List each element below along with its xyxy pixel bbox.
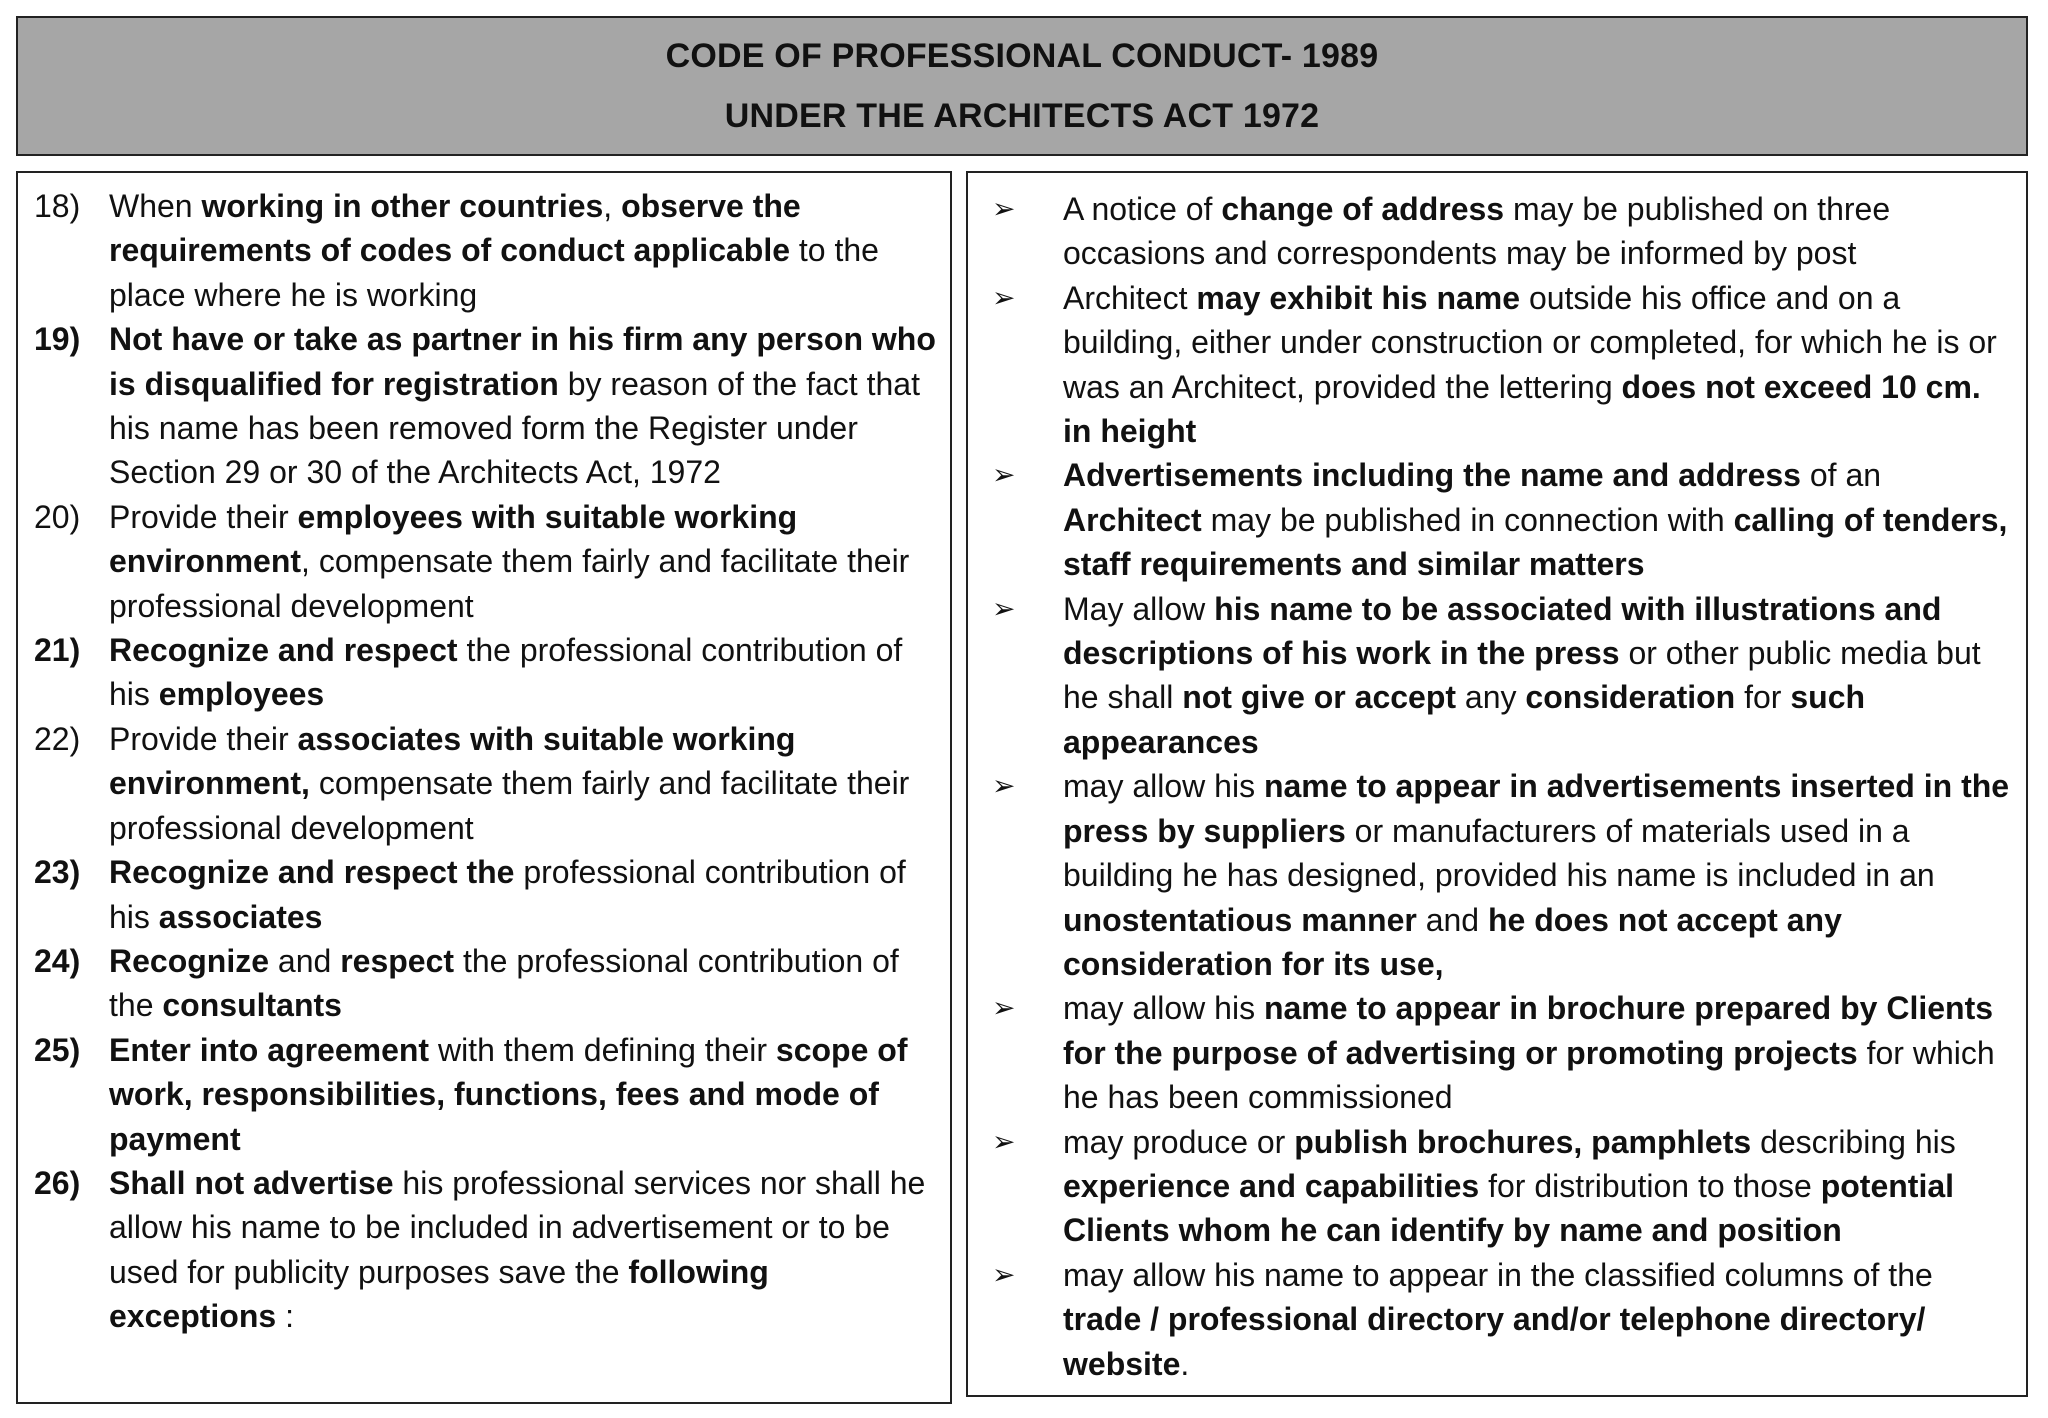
text-segment: for distribution to those — [1479, 1167, 1821, 1204]
bold-text-segment: working in other countries — [201, 188, 604, 224]
bold-text-segment: respect — [340, 942, 455, 979]
exception-text — [1063, 986, 2016, 1119]
arrow-bullet-icon: ➢ — [992, 770, 1016, 802]
text-segment: : — [276, 1298, 294, 1335]
bold-text-segment: Shall not advertise — [109, 1164, 394, 1201]
rule-item — [34, 717, 940, 850]
bold-text-segment: not give or accept — [1182, 679, 1457, 716]
bold-text-segment: scope of work, responsibilities, functions, fees and mode of payment — [109, 1031, 908, 1157]
rule-text — [109, 495, 940, 628]
exception-item — [990, 276, 2016, 454]
arrow-bullet-icon: ➢ — [992, 1125, 1016, 1157]
text-segment: Provide their — [109, 498, 298, 535]
exception-text — [1063, 1120, 2016, 1253]
text-segment: may produce or — [1063, 1123, 1295, 1160]
bold-text-segment: calling of tenders, staff requirements and similar matters — [1063, 501, 2008, 583]
rule-text — [109, 850, 940, 939]
text-segment: , compensate them fairly and facilitate their professional development — [109, 543, 910, 624]
bold-text-segment: trade / professional directory and/or telephone directory/ website — [1063, 1301, 1926, 1382]
bold-text-segment: unostentatious manner — [1063, 901, 1417, 938]
bold-text-segment: associates — [158, 898, 323, 935]
rule-number: 20) — [34, 498, 81, 535]
bold-text-segment: such appearances — [1063, 679, 1866, 760]
rule-text — [109, 717, 940, 850]
bold-text-segment: name to appear in brochure prepared by Clients for the purpose of advertising or promoting projects — [1063, 990, 1994, 1071]
text-segment: When — [109, 188, 202, 224]
rule-number: 23) — [34, 854, 81, 891]
rule-item — [34, 628, 940, 717]
left-rules-panel — [16, 171, 952, 1404]
arrow-bullet-icon: ➢ — [992, 592, 1016, 624]
text-segment: Provide their — [109, 720, 298, 757]
rule-item — [34, 317, 940, 495]
exception-item — [990, 587, 2016, 765]
text-segment: with them defining their — [429, 1031, 776, 1068]
text-segment: the professional contribution of the — [109, 942, 899, 1024]
bold-text-segment: observe the requirements of codes of conduct applicable — [109, 188, 801, 269]
bold-text-segment: employees with suitable working environment — [109, 498, 798, 580]
arrow-bullet-icon: ➢ — [992, 459, 1016, 491]
text-segment: or manufacturers of materials used in a building he has designed, provided his name is included in an — [1063, 812, 1935, 894]
right-exceptions-panel — [966, 171, 2028, 1397]
text-segment: may be published in connection with — [1201, 501, 1734, 538]
text-segment: Architect — [1063, 279, 1197, 316]
bold-text-segment: change of address — [1221, 191, 1505, 227]
bold-text-segment: Architect — [1063, 501, 1202, 538]
bold-text-segment: does not exceed 10 cm. in height — [1063, 368, 1981, 450]
exceptions-bullet-list — [990, 187, 2016, 1386]
bold-text-segment: name to appear in advertisements inserted in the press by suppliers — [1063, 768, 2010, 849]
text-segment: may allow his — [1063, 990, 1264, 1027]
text-segment: and — [269, 942, 341, 979]
arrow-bullet-icon: ➢ — [992, 193, 1016, 224]
bold-text-segment: publish brochures, pamphlets — [1294, 1123, 1752, 1160]
text-segment: may be published on three occasions and correspondents may be informed by post — [1063, 191, 1891, 272]
numbered-rules-list — [34, 184, 940, 1339]
rule-number: 21) — [34, 632, 81, 669]
bold-text-segment: Advertisements including the name and address — [1063, 457, 1801, 494]
bold-text-segment: consideration — [1525, 679, 1736, 716]
exception-text — [1063, 187, 2016, 276]
bold-text-segment: Enter into agreement — [109, 1031, 430, 1068]
exception-text — [1063, 276, 2016, 454]
text-segment: and — [1416, 901, 1488, 938]
text-segment: any — [1456, 679, 1526, 716]
rule-number: 24) — [34, 942, 81, 979]
rule-item — [34, 1161, 940, 1339]
rule-text — [109, 1028, 940, 1161]
exception-item — [990, 764, 2016, 986]
bold-text-segment: experience and capabilities — [1063, 1167, 1480, 1204]
rule-number: 26) — [34, 1164, 81, 1201]
bold-text-segment: associates with suitable working environment, — [109, 720, 796, 802]
text-segment: May allow — [1063, 590, 1215, 627]
text-segment: outside his office and on a building, either under construction or completed, for which he is or was an Architect, provided the lettering — [1063, 279, 1997, 405]
arrow-bullet-icon: ➢ — [992, 992, 1016, 1024]
exception-text — [1063, 453, 2016, 586]
rule-item — [34, 495, 940, 628]
rule-text — [109, 184, 940, 317]
rule-item — [34, 184, 940, 317]
bold-text-segment: may exhibit his name — [1196, 279, 1521, 316]
text-segment: compensate them fairly and facilitate their professional development — [109, 765, 910, 846]
text-segment: professional contribution of his — [109, 854, 906, 935]
text-segment: A notice of — [1063, 191, 1222, 227]
bold-text-segment: Recognize and respect the — [109, 854, 515, 891]
text-segment: his professional services nor shall he allow his name to be included in advertisement or to be used for publicity purposes save the — [109, 1164, 926, 1290]
bold-text-segment: consultants — [162, 987, 342, 1024]
bold-text-segment: Not have or take as partner in his firm any person who is disqualified for registration — [109, 321, 936, 402]
title-line-2: UNDER THE ARCHITECTS ACT 1972 — [724, 97, 1320, 135]
arrow-bullet-icon: ➢ — [992, 281, 1016, 313]
exception-item — [990, 1120, 2016, 1253]
text-segment: by reason of the fact that his name has been removed form the Register under Section 29 or 30 of the Architects Act, 1972 — [109, 365, 920, 491]
text-segment: the professional contribution of his — [109, 632, 903, 713]
exception-item — [990, 187, 2016, 276]
rule-number: 18) — [34, 188, 81, 224]
bold-text-segment: Recognize and respect — [109, 632, 458, 669]
bold-text-segment: he does not accept any consideration for its use, — [1063, 901, 1842, 982]
text-segment: of an — [1800, 457, 1882, 494]
text-segment: may allow his name to appear in the classified columns of the — [1063, 1256, 1933, 1293]
title-banner — [16, 16, 2028, 156]
rule-item — [34, 850, 940, 939]
text-segment: describing his — [1751, 1123, 1956, 1160]
title-line-1: CODE OF PROFESSIONAL CONDUCT- 1989 — [665, 37, 1379, 75]
bold-text-segment: Recognize — [109, 942, 270, 979]
text-segment: for — [1735, 679, 1791, 716]
rule-text — [109, 628, 940, 717]
rule-number: 22) — [34, 720, 81, 757]
arrow-bullet-icon: ➢ — [992, 1258, 1016, 1290]
text-segment: for which he has been commissioned — [1063, 1034, 1995, 1116]
text-segment: or other public media but he shall — [1063, 635, 1981, 716]
rule-item — [34, 1028, 940, 1161]
rule-text — [109, 939, 940, 1028]
exception-text — [1063, 1253, 2016, 1386]
bold-text-segment: following exceptions — [109, 1253, 769, 1335]
exception-item — [990, 1253, 2016, 1386]
text-segment: may allow his — [1063, 768, 1264, 805]
rule-number: 19) — [34, 321, 81, 358]
text-segment: to the place where he is working — [109, 232, 879, 313]
rule-text — [109, 1161, 940, 1339]
bold-text-segment: employees — [158, 676, 325, 713]
exception-text — [1063, 587, 2016, 765]
bold-text-segment: his name to be associated with illustrations and descriptions of his work in the press — [1063, 590, 1942, 672]
rule-number: 25) — [34, 1031, 81, 1068]
text-segment: , — [603, 188, 622, 224]
exception-item — [990, 453, 2016, 586]
rule-item — [34, 939, 940, 1028]
bold-text-segment: potential Clients whom he can identify by name and position — [1063, 1167, 1955, 1249]
text-segment: . — [1180, 1345, 1190, 1382]
exception-item — [990, 986, 2016, 1119]
rule-text — [109, 317, 940, 495]
exception-text — [1063, 764, 2016, 986]
